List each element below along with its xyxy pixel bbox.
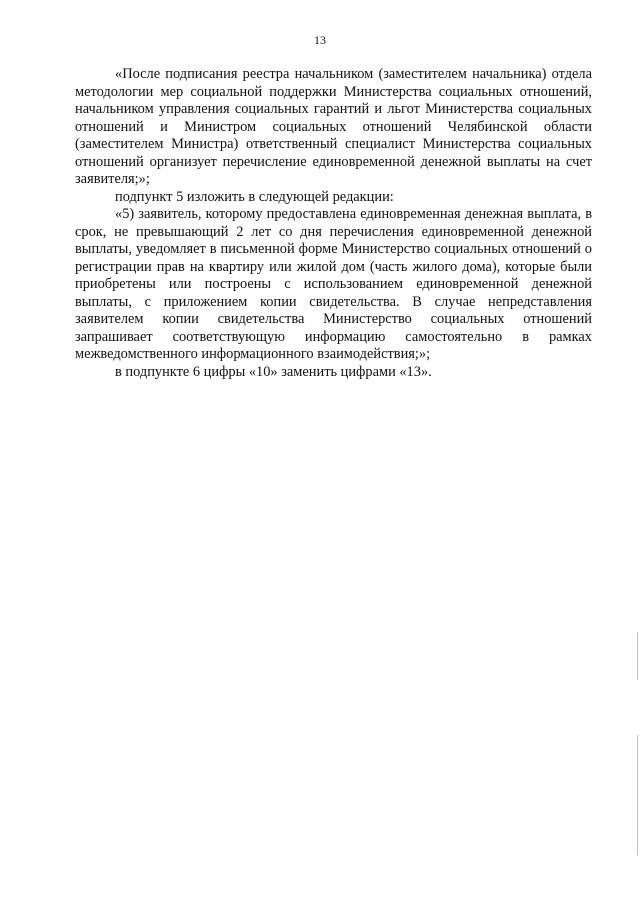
paragraph-subpoint-5-intro: подпункт 5 изложить в следующей редакции: [115,188,394,205]
document-body [75,66,592,381]
paragraph-subpoint-5-text: «5) заявитель, которому предоставлена единовременная денежная выплата, в срок, не превышающий 2 лет со дня перечисления единовременной денежной выплаты, уведомляет в письменной форме Министерство социальных отношений о регистрации прав на квартиру или жилой дом (часть жилого дома), которые были приобретены или построены с использованием единовременной денежной выплаты, с приложением копии свидетельства. В случае непредставления заявителем копии свидетельства Министерство социальных отношений запрашивает соответствующую информацию самостоятельно в рамках межведомственного информационного взаимодействия;»; [75,206,592,362]
paragraph-registry-signing: «После подписания реестра начальником (заместителем начальника) отдела методологии мер социальной поддержки Министерства социальных отношений, начальником управления социальных гарантий и льгот Министерства социальных отношений и Министром социальных отношений Челябинской области (заместителем Министра) ответственный специалист Министерства социальных отношений организует перечисление единовременной денежной выплаты на счет заявителя;»; [75,66,592,187]
scan-edge-mark [637,735,638,855]
scan-edge-mark [637,632,638,680]
page-number: 13 [314,33,326,47]
paragraph-subpoint-6-change: в подпункте 6 цифры «10» заменить цифрами «13». [115,363,432,380]
